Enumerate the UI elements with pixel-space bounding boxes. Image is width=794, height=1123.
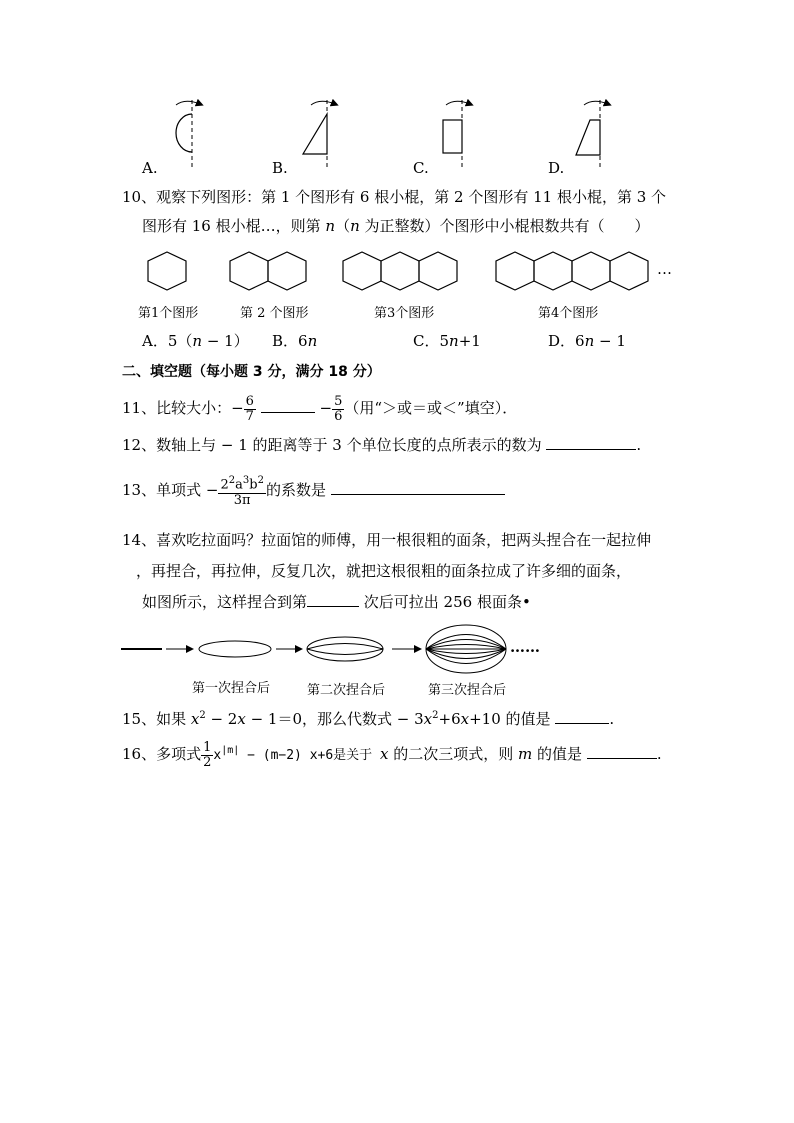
- q10-hexagon-figures: [0, 248, 794, 308]
- q14-dots: ……: [510, 638, 540, 656]
- q10-caption-3: 第3个图形: [374, 306, 435, 321]
- q9-option-a: A.: [142, 159, 158, 177]
- q15-answer-blank[interactable]: [555, 709, 609, 724]
- q10-caption-2: 第 2 个图形: [240, 306, 309, 321]
- q11-fraction-1: $\frac{6}{7}$: [245, 393, 254, 424]
- q13-fraction: $\frac{2^2a^3b^2}{3\pi}$: [220, 475, 264, 508]
- q14-noodle-diagram: [0, 620, 794, 680]
- q10-option-a: A．5（n − 1）: [142, 332, 249, 350]
- q10-option-b: B．6n: [272, 332, 318, 350]
- q10-ellipsis: …: [657, 260, 672, 278]
- q14-line3: 如图所示，这样捏合到第 次后可拉出 256 根面条•: [142, 593, 531, 611]
- q14-caption-1: 第一次捏合后: [192, 681, 271, 696]
- q9-option-c: C.: [413, 159, 429, 177]
- section-title: 二、填空题（每小题 3 分，满分 18 分）: [122, 364, 381, 380]
- q16-fraction: $\frac{1}{2}$: [203, 739, 212, 770]
- q10-caption-4: 第4个图形: [538, 306, 599, 321]
- q9-figures: [0, 0, 794, 200]
- q10-option-c: C．5n+1: [413, 332, 481, 350]
- q10-caption-1: 第1个图形: [138, 306, 199, 321]
- q13-answer-blank[interactable]: [331, 480, 505, 495]
- q13: 13、单项式 − $\frac{2^2a^3b^2}{3\pi}$ 的系数是: [122, 470, 505, 510]
- q14-caption-3: 第三次捏合后: [428, 683, 507, 698]
- q14-line1: 14、喜欢吃拉面吗？拉面馆的师傅，用一根很粗的面条，把两头捏合在一起拉伸: [122, 531, 652, 549]
- q12: 12、数轴上与 − 1 的距离等于 3 个单位长度的点所表示的数为 .: [122, 436, 642, 454]
- q10-line1: 10、观察下列图形：第 1 个图形有 6 根小棍，第 2 个图形有 11 根小棍，第 3 个: [122, 188, 667, 206]
- q12-answer-blank[interactable]: [546, 435, 636, 450]
- q9-figure-c: [443, 100, 470, 168]
- q14-line2: ，再捏合，再拉伸，反复几次，就把这根很粗的面条拉成了许多细的面条，: [136, 562, 632, 580]
- q14-caption-2: 第二次捏合后: [307, 683, 386, 698]
- q9-option-d: D.: [548, 159, 565, 177]
- q9-option-b: B.: [272, 159, 288, 177]
- q11: 11、比较大小：− $\frac{6}{7}$ − $\frac{5}{6}$ （用“＞或＝或＜”填空）．: [122, 393, 518, 424]
- q11-fraction-2: $\frac{5}{6}$: [334, 393, 343, 424]
- q9-figure-b: [303, 100, 335, 168]
- q15: 15、如果 $x^2 - 2x - 1=0$，那么代数式 − $3x^2+6x+10$ 的值是 .: [122, 710, 615, 728]
- q16-answer-blank[interactable]: [587, 744, 657, 759]
- q9-figure-a: [176, 100, 200, 168]
- hex-fig1-cell: [148, 252, 186, 290]
- q10-option-d: D．6n − 1: [548, 332, 626, 350]
- q11-answer-blank[interactable]: [261, 398, 315, 413]
- q9-figure-d: [576, 100, 608, 168]
- q14-answer-blank[interactable]: [307, 592, 359, 607]
- q16: 16、多项式 $\frac{1}{2}$ $x^{|m|} - (m-2)$ x+6是关于 x 的二次三项式，则 m 的值是 .: [122, 739, 662, 770]
- q10-line2: 图形有 16 根小棍…，则第 n（n 为正整数）个图形中小棍根数共有（ ）: [142, 217, 650, 235]
